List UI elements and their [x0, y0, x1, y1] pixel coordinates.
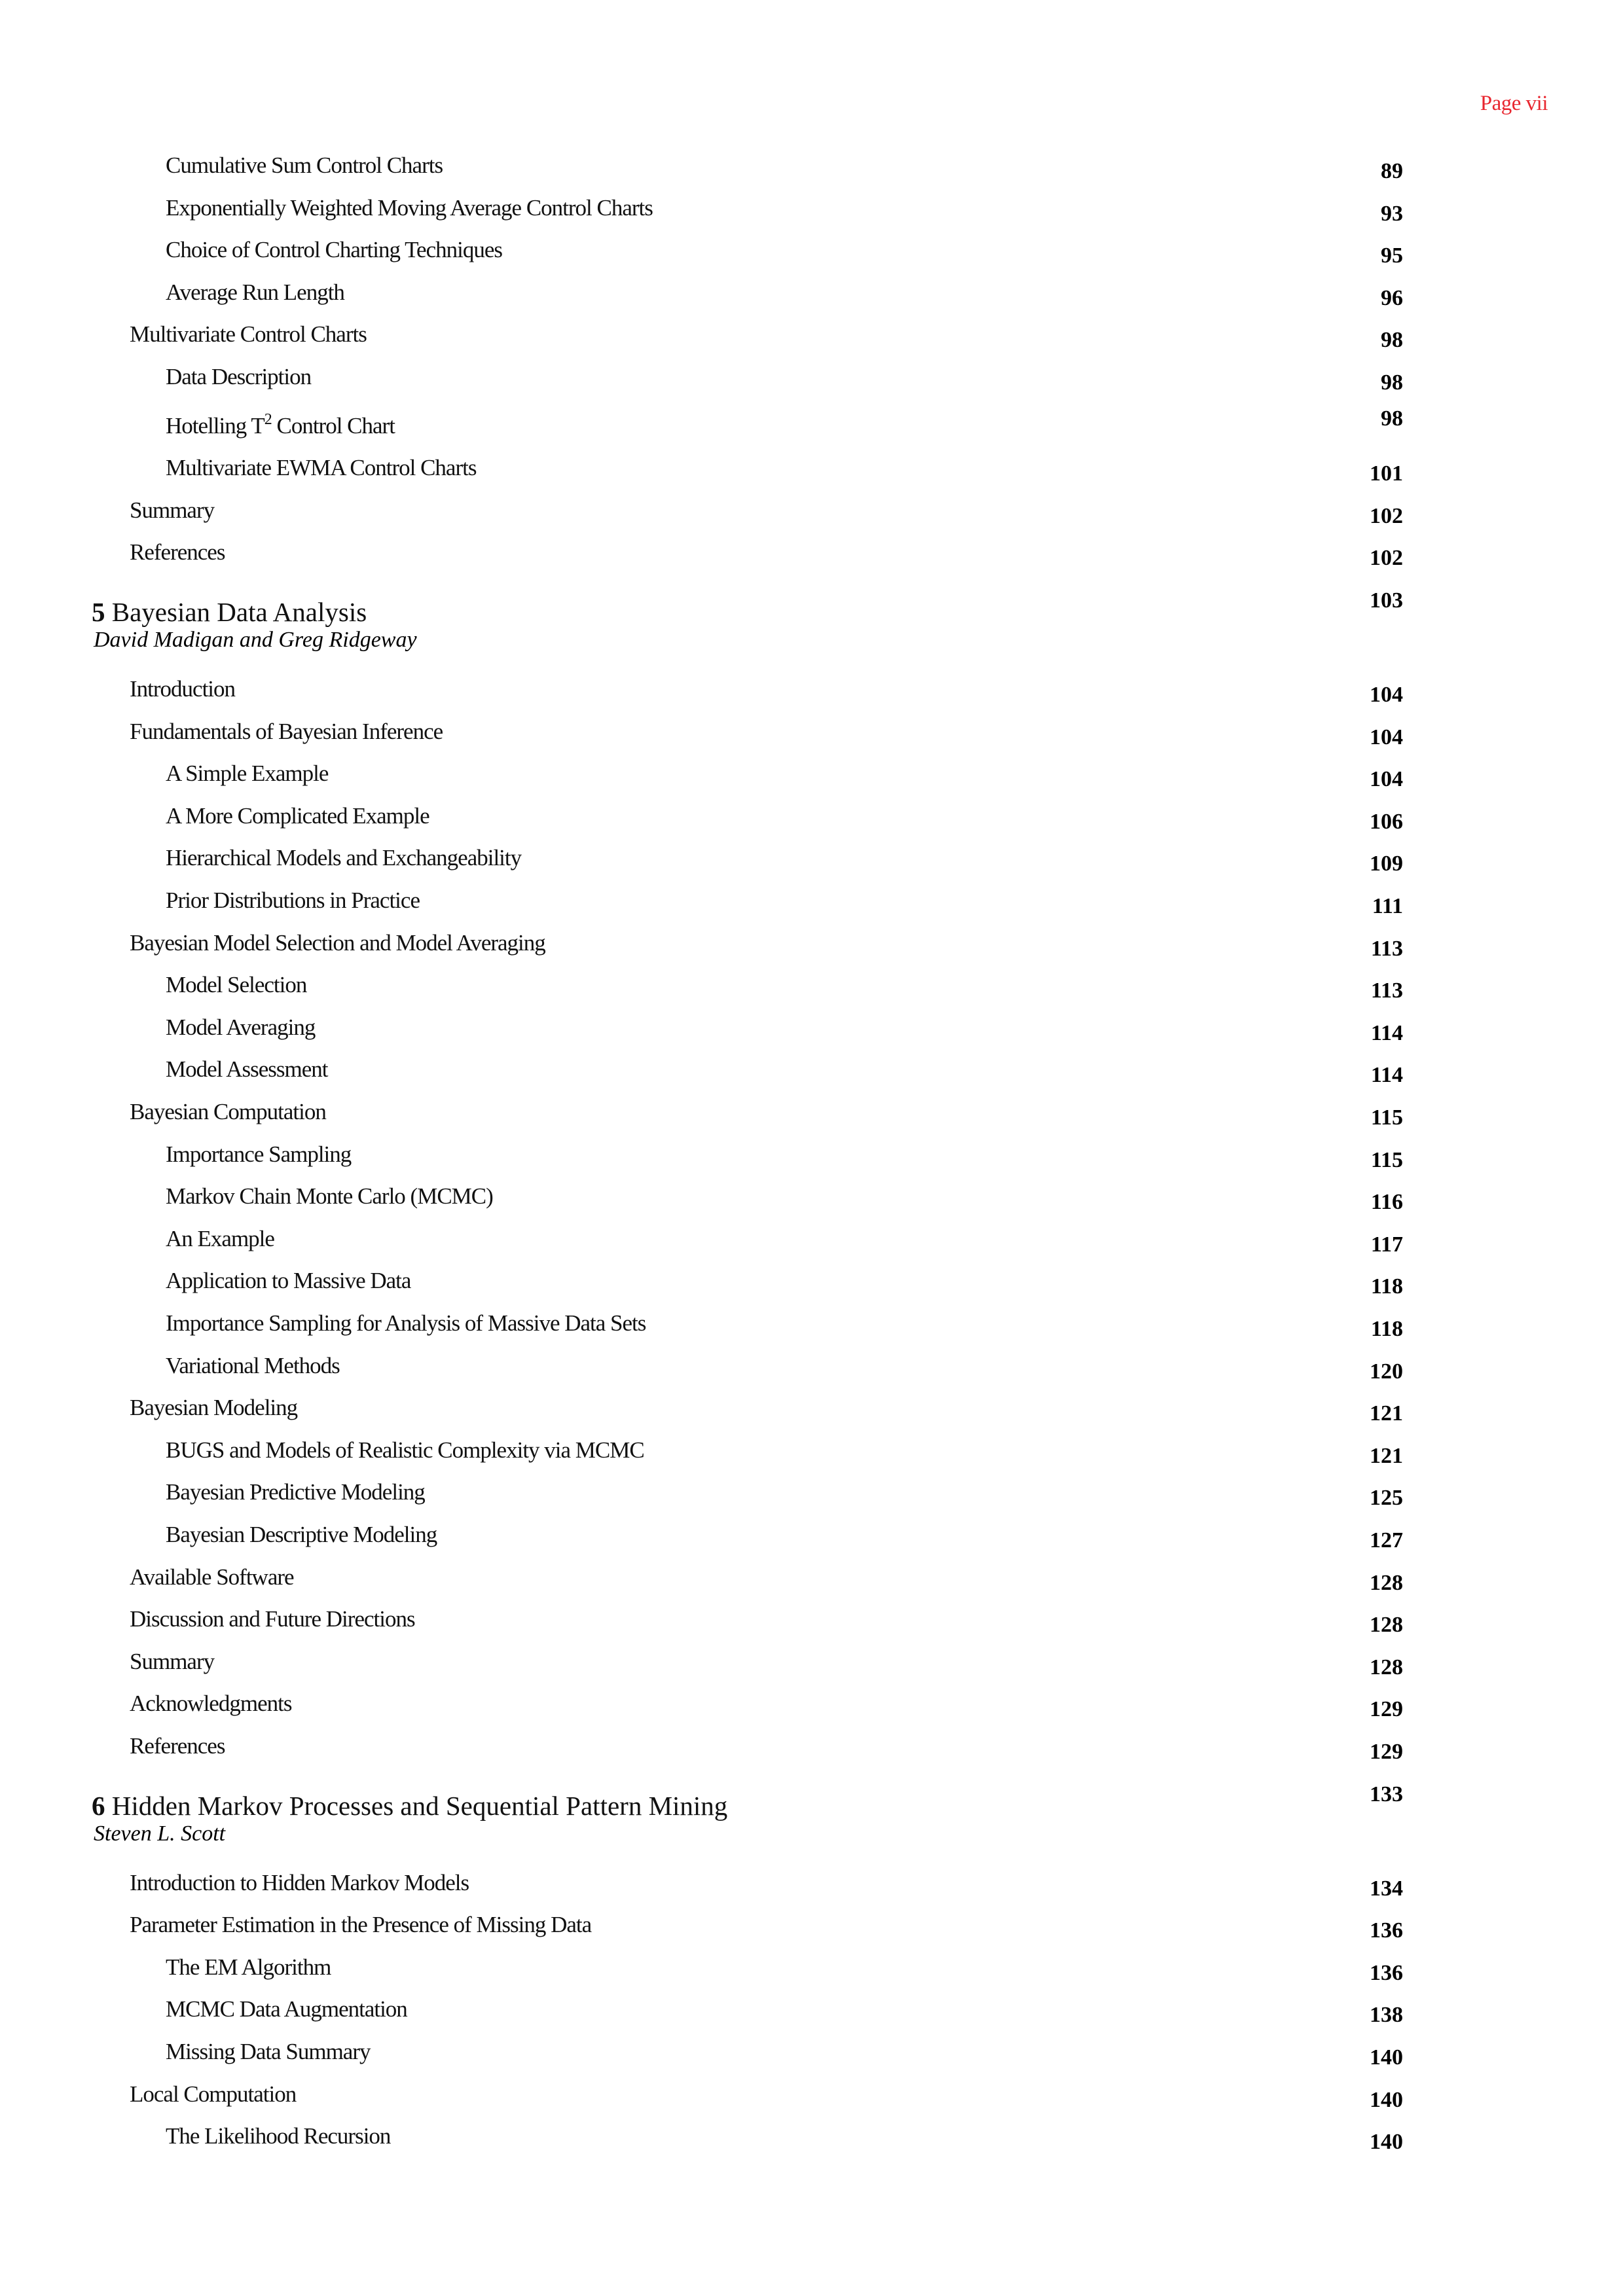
page-number: 113 [1370, 937, 1403, 961]
entry-title: Multivariate Control Charts [130, 321, 367, 347]
entry-title: References [130, 1733, 225, 1759]
entry-title: Importance Sampling for Analysis of Massive Data Sets [166, 1310, 646, 1336]
entry-title: Prior Distributions in Practice [166, 888, 420, 913]
entry-title: A More Complicated Example [166, 803, 429, 829]
chapter-title-text: Bayesian Data Analysis [111, 597, 367, 627]
page-number: 114 [1370, 1063, 1403, 1087]
entry-title: Bayesian Model Selection and Model Averaging [130, 930, 545, 956]
entry-title: Cumulative Sum Control Charts [166, 152, 443, 178]
toc-entry [0, 845, 1623, 891]
page-number: 136 [1370, 1918, 1403, 1943]
chapter-title [92, 596, 367, 628]
entry-title: Model Assessment [166, 1056, 328, 1082]
page-number: 106 [1370, 810, 1403, 834]
entry-title: Discussion and Future Directions [130, 1606, 415, 1632]
toc-entry [0, 321, 1623, 367]
entry-title: Available Software [130, 1564, 294, 1590]
entry-title: Bayesian Computation [130, 1099, 326, 1124]
toc-entry [0, 406, 1623, 452]
entry-title: A Simple Example [166, 761, 329, 786]
toc-entry [0, 1268, 1623, 1314]
chapter-author: David Madigan and Greg Ridgeway [94, 628, 417, 652]
page-number: 138 [1370, 2003, 1403, 2027]
page-number: 101 [1370, 461, 1403, 486]
toc-entry [0, 1226, 1623, 1272]
chapter-title-text: Hidden Markov Processes and Sequential Pattern Mining [111, 1791, 728, 1821]
page-number: 95 [1381, 243, 1403, 268]
toc-entry [0, 152, 1623, 198]
toc-entry [0, 1310, 1623, 1356]
page-number: 98 [1381, 328, 1403, 352]
page-number: 114 [1370, 1021, 1403, 1045]
entry-title: The Likelihood Recursion [166, 2123, 391, 2149]
chapter-entry [0, 1782, 1623, 1846]
entry-title: Summary [130, 497, 215, 523]
toc-entry [0, 1056, 1623, 1102]
toc-entry [0, 676, 1623, 722]
toc-entry [0, 1353, 1623, 1399]
page-label: Page vii [1480, 92, 1548, 115]
page-number: 116 [1370, 1190, 1403, 1214]
toc-entry [0, 1395, 1623, 1441]
page-number: 115 [1370, 1105, 1403, 1130]
page-number: 103 [1370, 588, 1403, 613]
entry-title: Local Computation [130, 2081, 297, 2107]
toc-entry [0, 1691, 1623, 1736]
entry-title: BUGS and Models of Realistic Complexity via MCMC [166, 1437, 644, 1463]
toc-entry [0, 2123, 1623, 2169]
entry-title: Application to Massive Data [166, 1268, 411, 1293]
toc-entry [0, 1912, 1623, 1958]
toc-entry [0, 1733, 1623, 1779]
entry-title-text: Hotelling T [166, 413, 264, 439]
page-number: 93 [1381, 202, 1403, 226]
toc-entry [0, 1564, 1623, 1610]
entry-title: Bayesian Modeling [130, 1395, 298, 1420]
entry-title: The EM Algorithm [166, 1954, 331, 1980]
toc-entry [0, 279, 1623, 325]
page-number: 134 [1370, 1876, 1403, 1901]
toc-entry [0, 1479, 1623, 1525]
page-number: 125 [1370, 1486, 1403, 1510]
entry-title: Missing Data Summary [166, 2039, 371, 2064]
entry-title: Model Averaging [166, 1014, 316, 1040]
toc-entry [0, 930, 1623, 976]
page-number: 129 [1370, 1740, 1403, 1764]
page-number: 96 [1381, 286, 1403, 310]
page-number: 133 [1370, 1782, 1403, 1806]
page-number: 102 [1370, 546, 1403, 570]
page-number: 128 [1370, 1655, 1403, 1679]
page-number: 120 [1370, 1359, 1403, 1384]
page-number: 118 [1370, 1317, 1403, 1341]
entry-title: Model Selection [166, 972, 307, 997]
entry-title-suffix: Control Chart [271, 413, 395, 439]
entry-title [166, 413, 395, 439]
toc-entry [0, 1099, 1623, 1145]
page-number: 129 [1370, 1697, 1403, 1721]
entry-title: Markov Chain Monte Carlo (MCMC) [166, 1183, 493, 1209]
entry-title: An Example [166, 1226, 274, 1251]
toc-entry [0, 1014, 1623, 1060]
entry-title: Introduction to Hidden Markov Models [130, 1870, 469, 1895]
entry-title: Summary [130, 1649, 215, 1674]
toc-entry [0, 1437, 1623, 1483]
entry-title: References [130, 539, 225, 565]
chapter-title [92, 1790, 727, 1821]
page-number: 98 [1381, 406, 1403, 431]
chapter-entry [0, 588, 1623, 652]
toc-entry [0, 761, 1623, 806]
toc-entry [0, 455, 1623, 501]
entry-title: Bayesian Descriptive Modeling [166, 1522, 437, 1547]
entry-title: Parameter Estimation in the Presence of Missing Data [130, 1912, 592, 1937]
chapter-number: 6 [92, 1791, 105, 1821]
toc-entry [0, 1183, 1623, 1229]
entry-title: Hierarchical Models and Exchangeability [166, 845, 522, 870]
entry-title: Fundamentals of Bayesian Inference [130, 719, 443, 744]
entry-title: Introduction [130, 676, 236, 702]
page-number: 117 [1370, 1232, 1403, 1257]
entry-title: MCMC Data Augmentation [166, 1996, 407, 2022]
toc-entry [0, 1606, 1623, 1652]
toc-entry [0, 1870, 1623, 1916]
page-number: 140 [1370, 2088, 1403, 2112]
entry-title: Data Description [166, 364, 312, 389]
page-number: 128 [1370, 1571, 1403, 1595]
toc-entry [0, 1141, 1623, 1187]
superscript: 2 [264, 411, 272, 428]
entry-title: Acknowledgments [130, 1691, 292, 1716]
page-number: 111 [1372, 894, 1403, 918]
page-number: 113 [1370, 978, 1403, 1003]
chapter-number: 5 [92, 597, 105, 627]
page-number: 109 [1370, 852, 1403, 876]
page-number: 89 [1381, 159, 1403, 183]
toc-entry [0, 497, 1623, 543]
toc-entry [0, 1954, 1623, 2000]
page-number: 115 [1370, 1148, 1403, 1172]
page-number: 140 [1370, 2130, 1403, 2154]
page-number: 98 [1381, 370, 1403, 395]
page-number: 104 [1370, 725, 1403, 749]
page-number: 127 [1370, 1528, 1403, 1552]
toc-entry [0, 364, 1623, 410]
entry-title: Bayesian Predictive Modeling [166, 1479, 425, 1505]
entry-title: Importance Sampling [166, 1141, 352, 1167]
toc-entry [0, 2081, 1623, 2127]
page-number: 118 [1370, 1274, 1403, 1299]
page-number: 128 [1370, 1613, 1403, 1637]
page-number: 102 [1370, 504, 1403, 528]
toc-entry [0, 539, 1623, 585]
toc-entry [0, 888, 1623, 933]
toc-entry [0, 803, 1623, 849]
toc-entry [0, 1522, 1623, 1568]
toc-entry [0, 1649, 1623, 1695]
toc-entry [0, 972, 1623, 1018]
chapter-author: Steven L. Scott [94, 1821, 226, 1846]
toc-entry [0, 195, 1623, 241]
page-number: 121 [1370, 1401, 1403, 1426]
toc-entry [0, 1996, 1623, 2042]
page-number: 140 [1370, 2045, 1403, 2070]
entry-title: Choice of Control Charting Techniques [166, 237, 502, 262]
toc-entry [0, 719, 1623, 764]
entry-title: Exponentially Weighted Moving Average Control Charts [166, 195, 653, 221]
toc-entry [0, 237, 1623, 283]
toc-entry [0, 2039, 1623, 2085]
page-number: 136 [1370, 1961, 1403, 1985]
page-number: 121 [1370, 1444, 1403, 1468]
entry-title: Variational Methods [166, 1353, 340, 1378]
entry-title: Multivariate EWMA Control Charts [166, 455, 477, 480]
entry-title: Average Run Length [166, 279, 344, 305]
page-number: 104 [1370, 767, 1403, 791]
page-number: 104 [1370, 683, 1403, 707]
